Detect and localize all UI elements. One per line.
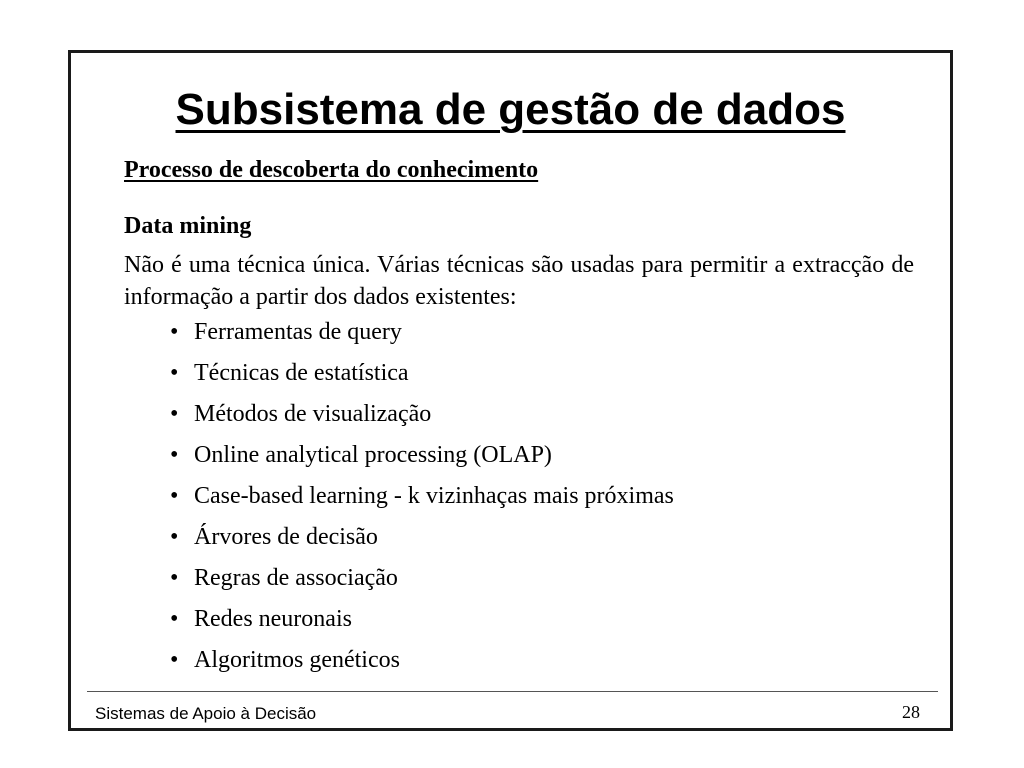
slide-title: Subsistema de gestão de dados xyxy=(175,85,846,134)
section-heading: Processo de descoberta do conhecimento xyxy=(124,157,539,183)
footer-course-title: Sistemas de Apoio à Decisão xyxy=(95,704,317,723)
intro-paragraph: Não é uma técnica única. Várias técnicas são usadas para permitir a extracção de informação a partir dos dados existentes: xyxy=(124,252,914,310)
list-item: • Redes neuronais xyxy=(170,604,914,634)
footer-divider xyxy=(87,691,938,692)
list-item: • Técnicas de estatística xyxy=(170,358,914,388)
list-item: • Árvores de decisão xyxy=(170,522,914,552)
list-item: • Algoritmos genéticos xyxy=(170,645,914,675)
page-number: 28 xyxy=(902,702,920,722)
technique-list xyxy=(124,317,914,675)
list-item: • Online analytical processing (OLAP) xyxy=(170,440,914,470)
list-item: • Case-based learning - k vizinhaças mais próximas xyxy=(170,481,914,511)
list-item: • Métodos de visualização xyxy=(170,399,914,429)
slide-frame xyxy=(68,50,953,731)
list-item: • Regras de associação xyxy=(170,563,914,593)
slide-body xyxy=(124,155,914,686)
subheading: Data mining xyxy=(124,213,252,239)
list-item: • Ferramentas de query xyxy=(170,317,914,347)
